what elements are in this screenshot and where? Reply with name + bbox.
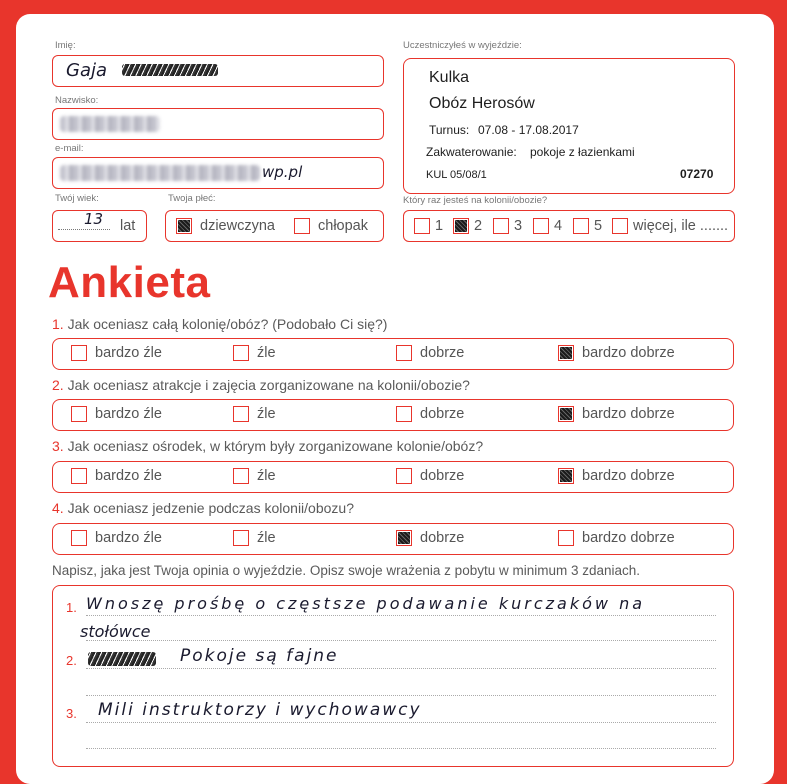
q2-option-dobrze-label: dobrze — [420, 406, 465, 422]
opinion-prompt: Napisz, jaka jest Twoja opinia o wyjeździe. Opisz swoje wrażenia z pobytu w minimum 3 zdaniach. — [52, 563, 641, 578]
q3-option-bardzo-zle-checkbox[interactable] — [71, 468, 87, 484]
redacted-name-scribble — [122, 64, 218, 76]
q2-option-bardzo-zle-checkbox[interactable] — [71, 406, 87, 422]
question-3-answers — [52, 461, 734, 493]
question-2-text — [52, 377, 470, 393]
question-1-text — [52, 316, 387, 332]
question-2-number: 2. — [52, 377, 64, 393]
times-more-label: więcej, ile ....... — [633, 218, 729, 234]
question-3-label: Jak oceniasz ośrodek, w którym były zorganizowane kolonie/obóz? — [67, 438, 484, 454]
q4-option-bardzo-zle-label: bardzo źle — [95, 530, 162, 546]
name-value: Gaja — [66, 60, 108, 81]
email-label: e-mail: — [55, 143, 84, 154]
question-4-answers — [52, 523, 734, 555]
question-1-label: Jak oceniasz całą kolonię/obóz? (Podobało Ci się?) — [67, 316, 388, 332]
q4-option-zle-checkbox[interactable] — [233, 530, 249, 546]
opinion-line-1-text: Wnoszę prośbę o częstsze podawanie kurczaków na — [86, 594, 646, 613]
q2-option-bardzo-dobrze-checkbox[interactable] — [558, 406, 574, 422]
q3-option-bardzo-zle-label: bardzo źle — [95, 468, 162, 484]
q1-option-bardzo-dobrze-checkbox[interactable] — [558, 345, 574, 361]
q4-option-dobrze-checkbox[interactable] — [396, 530, 412, 546]
times-more-checkbox[interactable] — [612, 218, 628, 234]
gender-girl-label: dziewczyna — [200, 218, 275, 234]
q4-option-zle-label: źle — [257, 530, 276, 546]
times-3-label: 3 — [514, 218, 523, 234]
gender-label: Twoja płeć: — [168, 193, 216, 204]
redacted-email — [60, 165, 260, 181]
camp-turnus-value: 07.08 - 17.08.2017 — [478, 123, 579, 137]
times-2-checkbox[interactable] — [453, 218, 469, 234]
opinion-line-3b-rule — [86, 748, 716, 749]
question-3-number: 3. — [52, 438, 64, 454]
q1-option-zle-label: źle — [257, 345, 276, 361]
times-label: Który raz jesteś na kolonii/obozie? — [403, 195, 548, 206]
question-2-answers — [52, 399, 734, 431]
name-label: Imię: — [55, 40, 76, 51]
q1-option-dobrze-label: dobrze — [420, 345, 465, 361]
crossed-out-scribble — [88, 652, 156, 666]
times-4-label: 4 — [554, 218, 563, 234]
question-4-text — [52, 500, 354, 516]
opinion-line-2-text: Pokoje są fajne — [180, 646, 339, 666]
q3-option-dobrze-label: dobrze — [420, 468, 465, 484]
times-1-label: 1 — [435, 218, 444, 234]
question-2-label: Jak oceniasz atrakcje i zajęcia zorganizowane na kolonii/obozie? — [67, 377, 470, 393]
opinion-line-2-rule — [86, 668, 716, 669]
question-1-answers — [52, 338, 734, 370]
camp-number: 07270 — [680, 167, 714, 181]
opinion-line-1-continuation: stołówce — [80, 622, 151, 641]
times-2-label: 2 — [474, 218, 483, 234]
gender-boy-checkbox[interactable] — [294, 218, 310, 234]
age-label: Twój wiek: — [55, 193, 99, 204]
opinion-line-1b-rule — [86, 640, 716, 641]
question-4-label: Jak oceniasz jedzenie podczas kolonii/obozu? — [67, 500, 354, 516]
gender-boy-label: chłopak — [318, 218, 368, 234]
q1-option-bardzo-zle-label: bardzo źle — [95, 345, 162, 361]
opinion-line-1-number: 1. — [66, 600, 77, 615]
q3-option-bardzo-dobrze-label: bardzo dobrze — [582, 468, 675, 484]
age-unit: lat — [120, 218, 136, 234]
opinion-line-2-number: 2. — [66, 653, 77, 668]
camp-label: Uczestniczyłeś w wyjeździe: — [403, 40, 522, 51]
opinion-line-1-rule — [86, 615, 716, 616]
age-value: 13 — [84, 210, 104, 228]
email-suffix: wp.pl — [262, 163, 303, 181]
question-4-number: 4. — [52, 500, 64, 516]
times-4-checkbox[interactable] — [533, 218, 549, 234]
camp-lodging-value: pokoje z łazienkami — [530, 145, 635, 159]
times-5-label: 5 — [594, 218, 603, 234]
opinion-line-2b-rule — [86, 695, 716, 696]
question-1-number: 1. — [52, 316, 64, 332]
q1-option-dobrze-checkbox[interactable] — [396, 345, 412, 361]
age-dotted-line — [58, 229, 110, 230]
camp-company: Kulka — [429, 69, 470, 86]
q2-option-zle-label: źle — [257, 406, 276, 422]
opinion-line-3-rule — [86, 722, 716, 723]
times-5-checkbox[interactable] — [573, 218, 589, 234]
q3-option-zle-checkbox[interactable] — [233, 468, 249, 484]
camp-code: KUL 05/08/1 — [426, 169, 487, 181]
q1-option-bardzo-zle-checkbox[interactable] — [71, 345, 87, 361]
q2-option-bardzo-zle-label: bardzo źle — [95, 406, 162, 422]
q3-option-bardzo-dobrze-checkbox[interactable] — [558, 468, 574, 484]
q4-option-bardzo-dobrze-checkbox[interactable] — [558, 530, 574, 546]
camp-info-box — [403, 58, 735, 194]
q1-option-zle-checkbox[interactable] — [233, 345, 249, 361]
times-1-checkbox[interactable] — [414, 218, 430, 234]
camp-name: Obóz Herosów — [429, 95, 535, 112]
q2-option-dobrze-checkbox[interactable] — [396, 406, 412, 422]
camp-turnus-label: Turnus: — [429, 123, 470, 137]
q3-option-zle-label: źle — [257, 468, 276, 484]
q2-option-zle-checkbox[interactable] — [233, 406, 249, 422]
surname-label: Nazwisko: — [55, 95, 99, 106]
opinion-line-3-number: 3. — [66, 706, 77, 721]
gender-girl-checkbox[interactable] — [176, 218, 192, 234]
q3-option-dobrze-checkbox[interactable] — [396, 468, 412, 484]
q1-option-bardzo-dobrze-label: bardzo dobrze — [582, 345, 675, 361]
q4-option-bardzo-zle-checkbox[interactable] — [71, 530, 87, 546]
q4-option-bardzo-dobrze-label: bardzo dobrze — [582, 530, 675, 546]
q4-option-dobrze-label: dobrze — [420, 530, 465, 546]
opinion-line-3-text: Mili instruktorzy i wychowawcy — [98, 700, 422, 720]
survey-title: Ankieta — [48, 258, 211, 307]
redacted-surname — [60, 116, 160, 132]
camp-lodging-label: Zakwaterowanie: — [426, 145, 517, 159]
question-3-text — [52, 438, 483, 454]
times-3-checkbox[interactable] — [493, 218, 509, 234]
q2-option-bardzo-dobrze-label: bardzo dobrze — [582, 406, 675, 422]
